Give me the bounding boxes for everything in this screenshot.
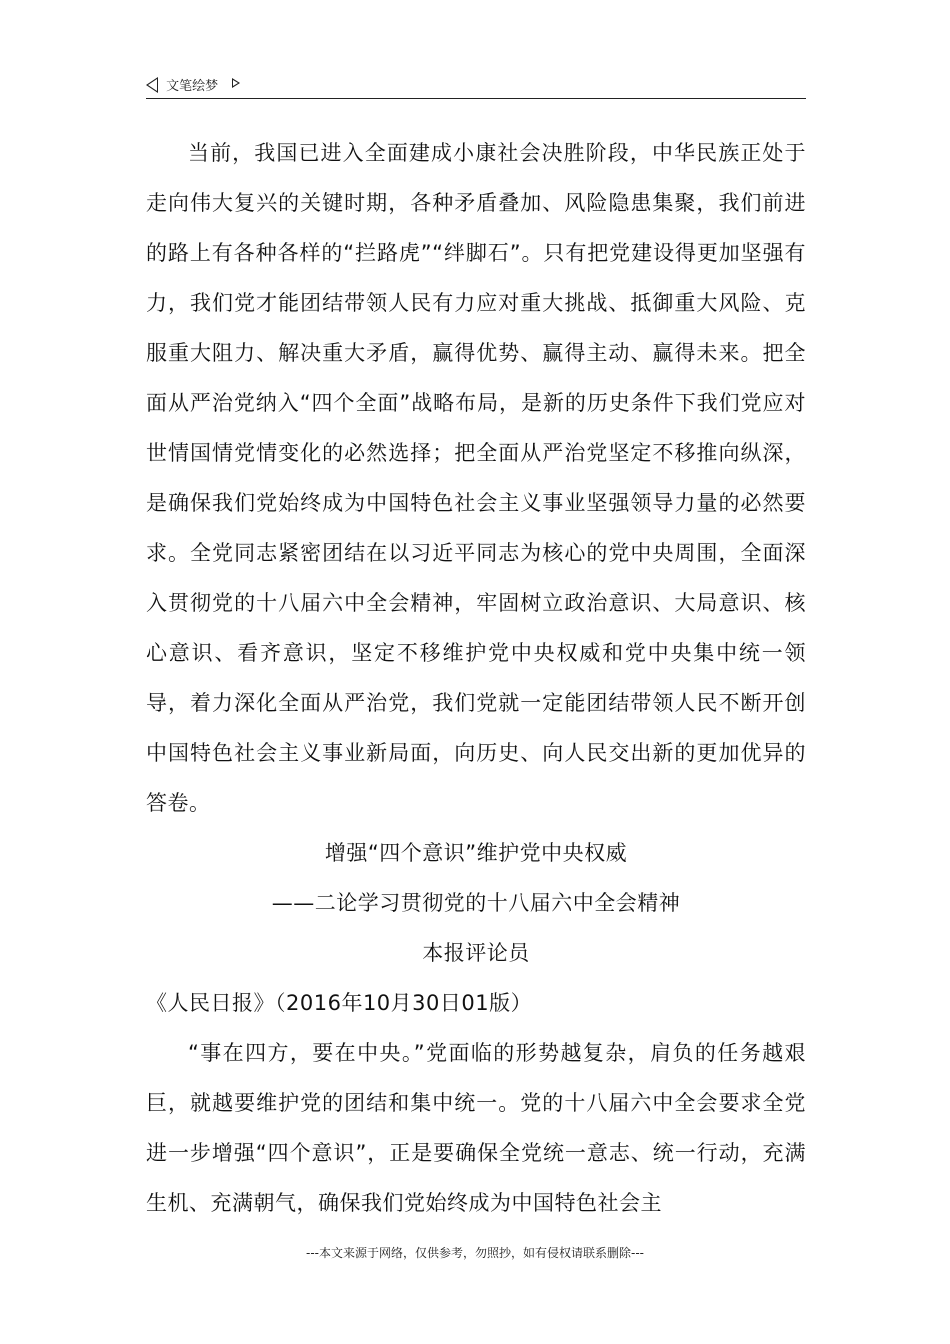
article-subtitle: ——二论学习贯彻党的十八届六中全会精神 (271, 891, 681, 915)
right-triangle-icon (232, 78, 240, 88)
left-triangle-icon (146, 77, 158, 93)
article-source: 《人民日报》（2016年10月30日01版） (146, 991, 533, 1015)
page-footer: ---本文来源于网络，仅供参考，勿照抄，如有侵权请联系删除--- (306, 1246, 644, 1260)
article-title: 增强“四个意识”维护党中央权威 (324, 841, 628, 865)
page-header (146, 74, 806, 99)
document-body (146, 128, 806, 1228)
paragraph-2: “事在四方，要在中央。”党面临的形势越复杂，肩负的任务越艰巨，就越要维护党的团结和集中统一。党的十八届六中全会要求全党进一步增强“四个意识”，正是要确保全党统一意志、统一行动，充满生机、充满朝气，确保我们党始终成为中国特色社会主 (146, 1041, 806, 1215)
article-author: 本报评论员 (422, 941, 530, 965)
paragraph-1: 当前，我国已进入全面建成小康社会决胜阶段，中华民族正处于走向伟大复兴的关键时期，各种矛盾叠加、风险隐患集聚，我们前进的路上有各种各样的“拦路虎”“绊脚石”。只有把党建设得更加坚强有力，我们党才能团结带领人民有力应对重大挑战、抵御重大风险、克服重大阻力、解决重大矛盾，赢得优势、赢得主动、赢得未来。把全面从严治党纳入“四个全面”战略布局，是新的历史条件下我们党应对世情国情党情变化的必然选择；把全面从严治党坚定不移推向纵深，是确保我们党始终成为中国特色社会主义事业坚强领导力量的必然要求。全党同志紧密团结在以习近平同志为核心的党中央周围，全面深入贯彻党的十八届六中全会精神，牢固树立政治意识、大局意识、核心意识、看齐意识，坚定不移维护党中央权威和党中央集中统一领导，着力深化全面从严治党，我们党就一定能团结带领人民不断开创中国特色社会主义事业新局面，向历史、向人民交出新的更加优异的答卷。 (146, 141, 806, 815)
header-brand: 文笔绘梦 (166, 79, 219, 94)
